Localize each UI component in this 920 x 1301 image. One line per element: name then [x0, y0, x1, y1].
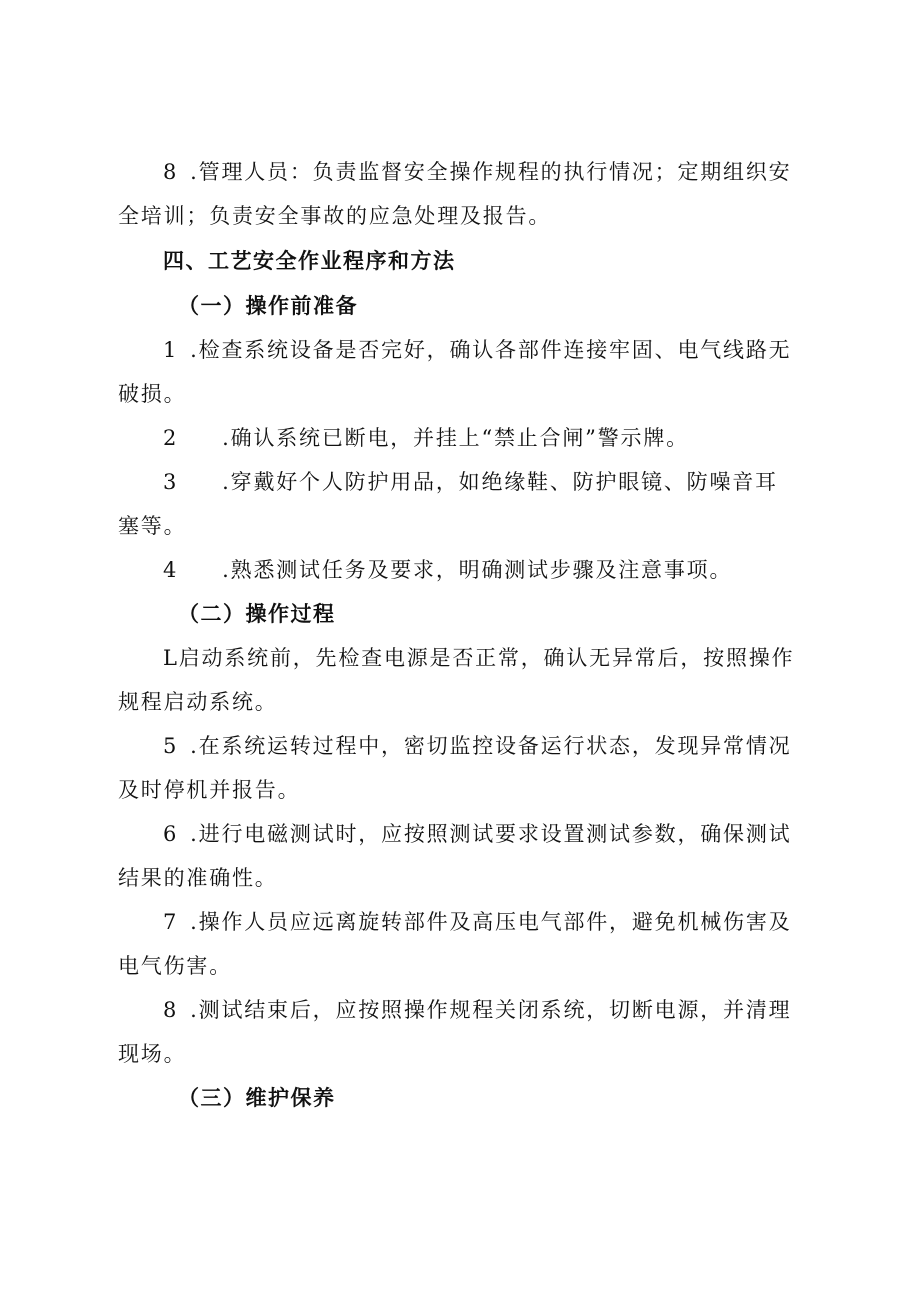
paragraph-text: .确认系统已断电，并挂上“禁止合闸”警示牌。 — [222, 426, 689, 450]
item-8-line-1 — [163, 995, 791, 1025]
subsection-heading-2: （二）操作过程 — [178, 602, 336, 626]
item-number: 6 — [163, 822, 179, 846]
item-6-line-2: 结果的准确性。 — [118, 866, 278, 890]
subsection-heading-1: （一）操作前准备 — [178, 294, 358, 318]
item-5-line-2: 及时停机并报告。 — [118, 778, 301, 802]
paragraph-text: .进行电磁测试时，应按照测试要求设置测试参数，确保测试 — [190, 822, 792, 846]
paragraph-text: .熟悉测试任务及要求，明确测试步骤及注意事项。 — [222, 558, 733, 582]
item-1-line-2: 破损。 — [118, 382, 187, 406]
paragraph-8-line-2: 全培训；负责安全事故的应急处理及报告。 — [118, 204, 552, 228]
subsection-heading-3: （三）维护保养 — [178, 1086, 336, 1110]
section-heading: 四、工艺安全作业程序和方法 — [163, 249, 456, 273]
item-number: 8 — [163, 160, 179, 184]
item-number: 1 — [163, 338, 179, 362]
item-l-line-1: L启动系统前，先检查电源是否正常，确认无异常后，按照操作 — [163, 646, 795, 670]
item-7-line-2: 电气伤害。 — [118, 954, 232, 978]
item-8-line-2: 现场。 — [118, 1042, 187, 1066]
item-number: 2 — [163, 426, 179, 450]
item-number: 7 — [163, 910, 179, 934]
paragraph-text: .测试结束后，应按照操作规程关闭系统，切断电源，并清理 — [190, 998, 792, 1022]
item-l-line-2: 规程启动系统。 — [118, 690, 278, 714]
item-2-line-1 — [163, 423, 689, 453]
item-3-line-2: 塞等。 — [118, 514, 187, 538]
paragraph-text: .穿戴好个人防护用品，如绝缘鞋、防护眼镜、防噪音耳 — [222, 470, 778, 494]
paragraph-text: .管理人员：负责监督安全操作规程的执行情况；定期组织安 — [190, 160, 792, 184]
paragraph-text: .在系统运转过程中，密切监控设备运行状态，发现异常情况 — [190, 734, 792, 758]
item-number: 8 — [163, 998, 179, 1022]
item-number: 5 — [163, 734, 179, 758]
item-number: 3 — [163, 470, 179, 494]
item-1-line-1 — [163, 335, 791, 365]
paragraph-text: .检查系统设备是否完好，确认各部件连接牢固、电气线路无 — [190, 338, 792, 362]
item-4-line-1 — [163, 555, 732, 585]
item-7-line-1 — [163, 907, 791, 937]
paragraph-text: .操作人员应远离旋转部件及高压电气部件，避免机械伤害及 — [190, 910, 792, 934]
item-6-line-1 — [163, 819, 791, 849]
item-number: 4 — [163, 558, 179, 582]
paragraph-8-line-1 — [163, 157, 791, 187]
item-3-line-1 — [163, 467, 778, 497]
item-5-line-1 — [163, 731, 791, 761]
